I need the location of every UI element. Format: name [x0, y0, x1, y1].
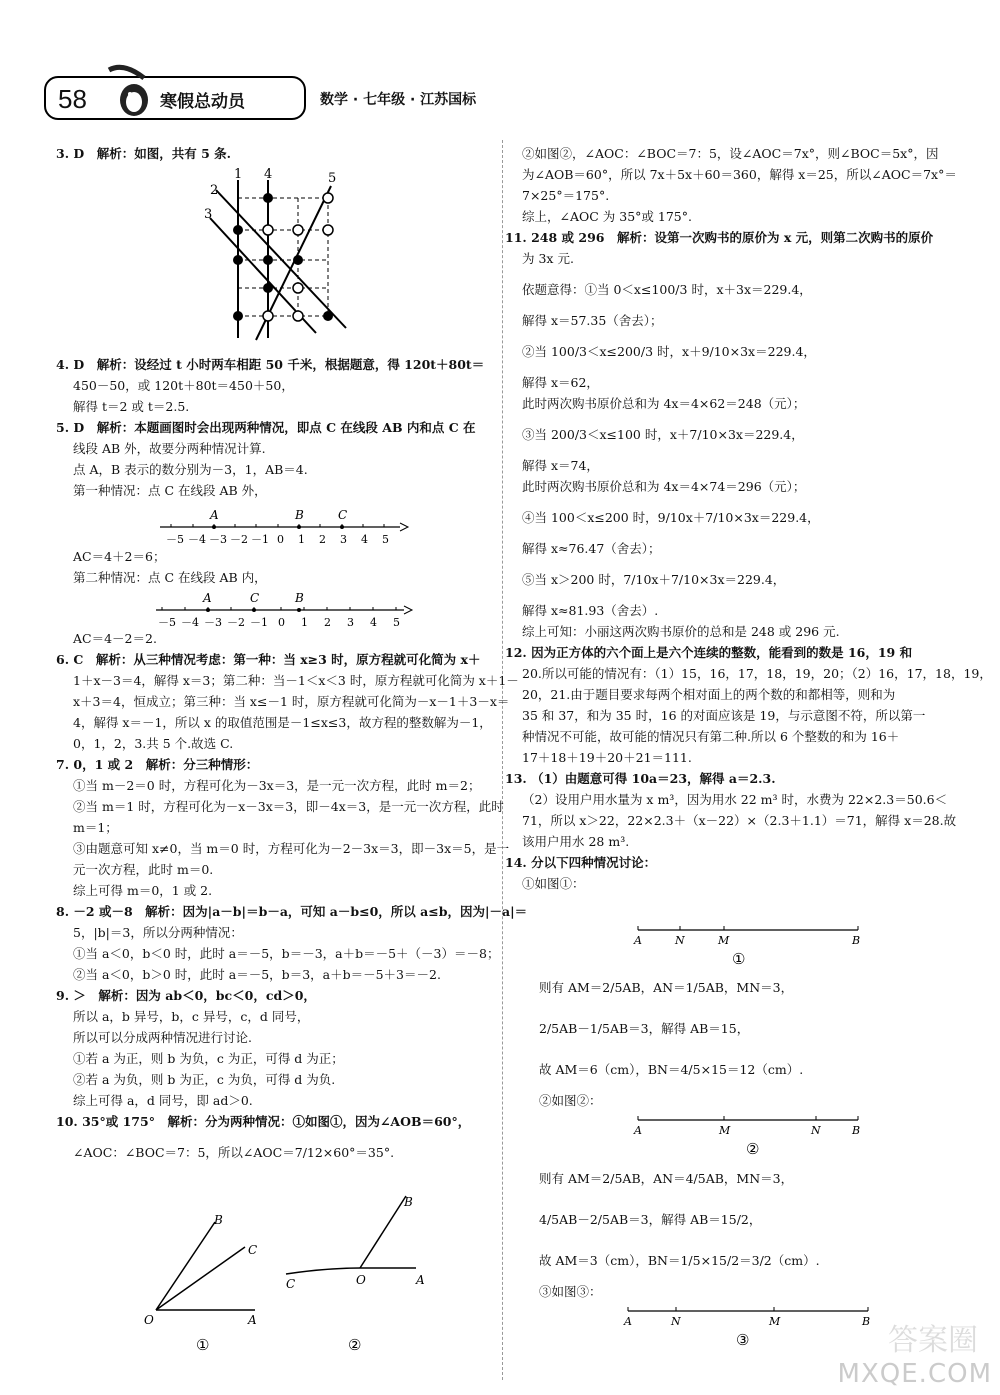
seg1-label-m: M — [718, 934, 730, 947]
text-line: AC＝4＋2＝6； — [73, 549, 166, 564]
text-line: 此时两次购书原价总和为 4x＝4×62＝248（元）； — [522, 396, 806, 411]
right-column — [505, 143, 992, 894]
seg3-caption: ③ — [736, 1331, 750, 1349]
segment-figure-3 — [618, 1303, 878, 1363]
answer-7: 7. 0，1 或 2 解析：分三种情形： — [56, 757, 259, 772]
answer-14: 14. 分以下四种情况讨论： — [505, 855, 657, 870]
seg1-caption: ① — [732, 950, 746, 968]
number-line-1 — [150, 505, 410, 545]
fig2-label-c: C — [286, 1277, 296, 1291]
text-line: ②当 100/3＜x≤200/3 时，x＋9/10×3x＝229.4， — [522, 344, 816, 359]
angle-figure-2 — [276, 1190, 436, 1360]
text-line: 所以 a，b 异号，b，c 异号，c，d 同号， — [73, 1009, 310, 1024]
tick-label: －5 — [166, 533, 184, 545]
left-column-part3 — [56, 546, 496, 588]
text-line: 解得 x＝57.35（舍去）； — [522, 313, 663, 328]
seg1-label-b: B — [852, 934, 861, 947]
seg2-label-n: N — [811, 1124, 821, 1137]
text-line: ①若 a 为正，则 b 为负，c 为正，可得 d 为正； — [73, 1051, 344, 1066]
text-line: 20.所以可能的情况有：（1）15，16，17，18，19，20；（2）16，17，18，19， — [522, 666, 992, 681]
seg3-label-m: M — [769, 1315, 781, 1328]
lines-grid-figure — [196, 168, 356, 353]
text-line: ②若 a 为负，则 b 为正，c 为负，可得 d 为负. — [73, 1072, 336, 1087]
text-line: 4/5AB－2/5AB＝3，解得 AB＝15/2， — [539, 1212, 762, 1227]
text-line: ③当 200/3＜x≤100 时，x＋7/10×3x＝229.4， — [522, 427, 804, 442]
text-line: 综上可得 a，d 同号，即 ad＞0. — [73, 1093, 253, 1108]
text-line: ②当 m＝1 时，方程可化为－x－3x＝3，即－4x＝3，是一元一次方程，此时 — [73, 799, 504, 814]
watermark-logo: 答案圈 — [888, 1323, 978, 1358]
text-line: ③由题意可知 x≠0，当 m＝0 时，方程可化为－2－3x＝3，即－3x＝5，是一 — [73, 841, 510, 856]
nl1-point-b: B — [295, 508, 304, 522]
mascot-icon — [104, 60, 160, 120]
tick-label: －2 — [227, 616, 245, 628]
fig1-label-a: A — [248, 1313, 257, 1327]
fig2-label-b: B — [404, 1195, 413, 1209]
text-line: 5，|b|＝3，所以分两种情况： — [73, 925, 243, 940]
page-number: 58 — [58, 84, 87, 114]
text-line: 综上，∠AOC 为 35°或 175°. — [522, 209, 692, 224]
left-column-part2 — [56, 354, 496, 501]
fig2-caption: ② — [348, 1336, 362, 1354]
segment-figure-1 — [628, 922, 868, 968]
right-column-part3 — [539, 1168, 959, 1302]
fig1-label-o: O — [144, 1313, 154, 1327]
answer-4: 4. D 解析：设经过 t 小时两车相距 50 千米，根据题意，得 120t＋80t＝ — [56, 357, 485, 372]
tick-label: 3 — [340, 533, 347, 545]
tick-label: 0 — [277, 533, 284, 545]
tick-label: 2 — [319, 533, 326, 545]
text-line: 综上可知：小丽这两次购书原价的总和是 248 或 296 元. — [522, 624, 840, 639]
text-line: ①当 m－2＝0 时，方程可化为－3x＝3，是一元一次方程，此时 m＝2； — [73, 778, 481, 793]
text-line: ∠AOC：∠BOC＝7：5，所以∠AOC＝7/12×60°＝35°. — [73, 1145, 395, 1160]
number-line-2 — [146, 588, 416, 628]
tick-label: 1 — [298, 533, 305, 545]
seg1-label-n: N — [675, 934, 685, 947]
fig1-label-c: C — [248, 1243, 258, 1257]
text-line: 71，所以 x＞22，22×2.3＋（x－22）×（2.3＋1.1）＝71，解得 x＝28.故 — [522, 813, 957, 828]
nl1-point-a: A — [210, 508, 219, 522]
text-line: x＋3＝4，恒成立；第三种：当 x≤－1 时，原方程就可化简为－x－1＋3－x＝ — [73, 694, 510, 709]
seg2-caption: ② — [746, 1140, 760, 1158]
text-line: 7×25°＝175°. — [522, 188, 610, 203]
text-line: ②如图②： — [539, 1093, 602, 1108]
segment-figure-2 — [628, 1112, 868, 1158]
text-line: 解得 x≈76.47（舍去）； — [522, 541, 661, 556]
text-line: ①如图①： — [522, 876, 585, 891]
tick-label: －4 — [181, 616, 199, 628]
text-line: ②当 a＜0，b＞0 时，此时 a＝－5，b＝3，a＋b＝－5＋3＝－2. — [73, 967, 441, 982]
answer-11: 11. 248 或 296 解析：设第一次购书的原价为 x 元，则第二次购书的原价 — [505, 230, 934, 245]
column-divider — [502, 140, 504, 1380]
text-line: 故 AM＝3（cm），BN＝1/5×15/2＝3/2（cm）. — [539, 1253, 820, 1268]
fig1-caption: ① — [196, 1336, 210, 1354]
text-line: 故 AM＝6（cm），BN＝4/5×15＝12（cm）. — [539, 1062, 804, 1077]
text-line: 解得 x＝74， — [522, 458, 599, 473]
seg2-label-a: A — [634, 1124, 642, 1137]
line-label-4: 4 — [264, 168, 273, 182]
text-line: 该用户用水 28 m³. — [522, 834, 630, 849]
tick-label: 2 — [324, 616, 331, 628]
line-label-2: 2 — [210, 183, 219, 198]
book-title: 寒假总动员 — [160, 92, 245, 112]
text-line: ②如图②，∠AOC：∠BOC＝7：5，设∠AOC＝7x°，则∠BOC＝5x°，因 — [522, 146, 939, 161]
text-line: 35 和 37，和为 35 时，16 的对面应该是 19，与示意图不符，所以第一 — [522, 708, 926, 723]
tick-label: －1 — [251, 533, 269, 545]
text-line: ④当 100＜x≤200 时，9/10x＋7/10×3x＝229.4， — [522, 510, 820, 525]
book-subtitle: 数学 · 七年级 · 江苏国标 — [320, 92, 477, 108]
text-line: ③如图③： — [539, 1284, 602, 1299]
tick-label: 5 — [393, 616, 400, 628]
tick-label: －3 — [204, 616, 222, 628]
text-line: ①当 a＜0，b＜0 时，此时 a＝－5，b＝－3，a＋b＝－5＋（－3）＝－8； — [73, 946, 500, 961]
tick-label: －3 — [209, 533, 227, 545]
seg1-label-a: A — [634, 934, 642, 947]
text-line: 为∠AOB＝60°，所以 7x＋5x＋60＝360，解得 x＝25，所以∠AOC＝7x°＝ — [522, 167, 957, 182]
line-label-1: 1 — [234, 168, 243, 182]
tick-label: 5 — [382, 533, 389, 545]
text-line: ⑤当 x＞200 时，7/10x＋7/10×3x＝229.4， — [522, 572, 786, 587]
left-column-part4 — [56, 628, 528, 1163]
text-line: 依题意得：①当 0＜x≤100/3 时，x＋3x＝229.4， — [522, 282, 812, 297]
text-line: 17＋18＋19＋20＋21＝111. — [522, 750, 692, 765]
tick-label: 0 — [278, 616, 285, 628]
text-line: 解得 t＝2 或 t＝2.5. — [73, 399, 190, 414]
tick-label: －1 — [250, 616, 268, 628]
text-line: 2/5AB－1/5AB＝3，解得 AB＝15， — [539, 1021, 750, 1036]
text-line: 解得 x＝62， — [522, 375, 599, 390]
text-line: 则有 AM＝2/5AB，AN＝4/5AB，MN＝3， — [539, 1171, 794, 1186]
tick-label: －5 — [158, 616, 176, 628]
text-line: 0，1，2，3.共 5 个.故选 C. — [73, 736, 234, 751]
text-line: 所以可以分成两种情况进行讨论. — [73, 1030, 252, 1045]
text-line: 此时两次购书原价总和为 4x＝4×74＝296（元）； — [522, 479, 806, 494]
answer-6: 6. C 解析：从三种情况考虑：第一种：当 x≥3 时，原方程就可化简为 x＋ — [56, 652, 481, 667]
seg3-label-b: B — [862, 1315, 871, 1328]
seg3-label-n: N — [671, 1315, 681, 1328]
answer-9: 9. ＞ 解析：因为 ab＜0，bc＜0，cd＞0， — [56, 988, 316, 1003]
text-line: （2）设用户用水量为 x m³，因为用水 22 m³ 时，水费为 22×2.3＝50.6＜ — [522, 792, 948, 807]
answer-8: 8. －2 或－8 解析：因为|a－b|＝b－a，可知 a－b≤0，所以 a≤b，因为|－a|＝ — [56, 904, 528, 919]
text-line: 元一次方程，此时 m＝0. — [73, 862, 214, 877]
nl1-point-c: C — [338, 508, 348, 522]
angle-figure-1 — [140, 1190, 270, 1360]
answer-10: 10. 35°或 175° 解析：分为两种情况：①如图①，因为∠AOB＝60°， — [56, 1114, 471, 1129]
tick-label: 1 — [301, 616, 308, 628]
text-line: 第一种情况：点 C 在线段 AB 外， — [73, 483, 267, 498]
fig2-label-a: A — [416, 1273, 425, 1287]
text-line: 综上可得 m＝0，1 或 2. — [73, 883, 213, 898]
answer-3: 3. D 解析：如图，共有 5 条. — [56, 146, 231, 161]
watermark-url: MXQE.COM — [837, 1359, 992, 1389]
seg2-label-m: M — [719, 1124, 731, 1137]
seg3-label-a: A — [624, 1315, 632, 1328]
tick-label: 4 — [361, 533, 368, 545]
text-line: 450－50，或 120t＋80t＝450＋50， — [73, 378, 294, 393]
text-line: 为 3x 元. — [522, 251, 574, 266]
nl2-point-c: C — [250, 591, 260, 605]
text-line: AC＝4－2＝2. — [73, 631, 157, 646]
tick-label: 3 — [347, 616, 354, 628]
text-line: m＝1； — [73, 820, 118, 835]
answer-13: 13. （1）由题意可得 10a＝23，解得 a＝2.3. — [505, 771, 776, 786]
text-line: 线段 AB 外，故要分两种情况计算. — [73, 441, 266, 456]
text-line: 4，解得 x＝－1，所以 x 的取值范围是－1≤x≤3，故方程的整数解为－1， — [73, 715, 492, 730]
tick-label: 4 — [370, 616, 377, 628]
tick-label: －2 — [230, 533, 248, 545]
text-line: 则有 AM＝2/5AB，AN＝1/5AB，MN＝3， — [539, 980, 794, 995]
fig1-label-b: B — [214, 1213, 223, 1227]
answer-5: 5. D 解析：本题画图时会出现两种情况，即点 C 在线段 AB 内和点 C 在 — [56, 420, 476, 435]
text-line: 种情况不可能，故可能的情况只有第二种.所以 6 个整数的和为 16＋ — [522, 729, 900, 744]
text-line: 20，21.由于题目要求每两个相对面上的两个数的和都相等，则和为 — [522, 687, 896, 702]
line-label-5: 5 — [328, 171, 337, 186]
fig2-label-o: O — [356, 1273, 366, 1287]
left-column — [56, 143, 496, 164]
text-line: 解得 x≈81.93（舍去）. — [522, 603, 659, 618]
answer-12: 12. 因为正方体的六个面上是六个连续的整数，能看到的数是 16，19 和 — [505, 645, 913, 660]
text-line: 第二种情况：点 C 在线段 AB 内， — [73, 570, 267, 585]
right-column-part2 — [539, 977, 959, 1111]
tick-label: －4 — [188, 533, 206, 545]
text-line: 点 A，B 表示的数分别为－3，1，AB＝4. — [73, 462, 308, 477]
line-label-3: 3 — [204, 207, 213, 222]
nl2-point-a: A — [203, 591, 212, 605]
nl2-point-b: B — [295, 591, 304, 605]
text-line: 1＋x－3＝4，解得 x＝3；第二种：当－1＜x＜3 时，原方程就可化简为 x＋1－ — [73, 673, 519, 688]
seg2-label-b: B — [852, 1124, 861, 1137]
